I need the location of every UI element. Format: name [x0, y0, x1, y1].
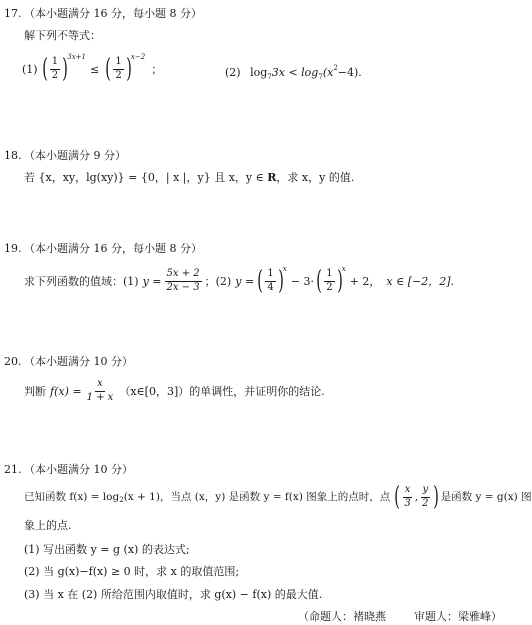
q17-header: （本小题满分 16 分，每小题 8 分）	[24, 7, 202, 20]
q17-p1-relation: ≤	[90, 62, 100, 76]
q17-p1-label: (1)	[22, 62, 38, 76]
q20-fraction: $\frac{x}{1 + x}$	[86, 378, 114, 403]
q19-f1-fraction: $\frac{5x + 2}{2x - 3}$	[166, 268, 200, 293]
q18-number: 18.	[4, 149, 22, 162]
q19-number: 19.	[4, 242, 22, 255]
q18-header: （本小题满分 9 分）	[24, 149, 126, 162]
q21-sub3: (3) 当 x 在 (2) 所给范围内取值时，求 g(x) − f(x) 的最大值.	[24, 588, 323, 601]
q20-header: （本小题满分 10 分）	[24, 355, 133, 368]
q21-sub2: (2) 当 g(x)−f(x) ≥ 0 时，求 x 的取值范围;	[24, 565, 240, 578]
q21-line2: 象上的点.	[24, 519, 72, 532]
q20-number: 20.	[4, 355, 22, 368]
q17-p1-fraction: $\frac{1}{2}$	[51, 56, 59, 81]
q17-instruction: 解下列不等式：	[24, 29, 101, 42]
footer-author: （命题人：褚晓燕	[298, 610, 386, 623]
q19-header: （本小题满分 16 分，每小题 8 分）	[24, 242, 202, 255]
q19-body: 求下列函数的值域：(1) y = $\frac{5x + 2}{2x - 3}$ ；(2) y = ( $\frac{1}{4}$ ) x − 3· ( $\frac{1}{2}$ ) x + 2， x ∈ [−2，2].	[24, 264, 455, 296]
q17-number: 17.	[4, 7, 22, 20]
q17-p1-exp-right: x−2	[130, 52, 146, 61]
q21-line1: 已知函数 f(x) = log 2 (x + 1)，当点 (x，y) 是函数 y = f(x) 图象上的点时，点 ( $\frac{x}{3}$ , $\frac{y}{2}$ ) 是函数 y = g(x) 图	[24, 482, 532, 512]
q21-point-y: $\frac{y}{2}$	[422, 484, 429, 509]
q21-number: 21.	[4, 463, 22, 476]
q21-sub1: (1) 写出函数 y = g (x) 的表达式;	[24, 543, 190, 556]
q17-part2: (2) $\log_73x < \log_7(x^2-4)$.	[225, 64, 362, 81]
q20-body: 判断 f(x) = $\frac{x}{1 + x}$ （x∈[0，3]）的单调性，并证明你的结论.	[24, 378, 325, 403]
q17-part1: (1) ( $\frac{1}{2}$ ) 3x+1 ≤ ( $\frac{1}{2}$ ) x−2 ；	[22, 52, 163, 84]
footer-reviewer: 审题人：梁雅峰）	[414, 610, 502, 623]
q19-lead: 求下列函数的值域：(1)	[24, 274, 139, 288]
q21-header: （本小题满分 10 分）	[24, 463, 133, 476]
q19-f2-fraction1: $\frac{1}{4}$	[267, 268, 274, 293]
q21-point-x: $\frac{x}{3}$	[404, 484, 411, 509]
q18-body: 若 {x，xy，lg(xy)} = {0，| x |，y} 且 x，y ∈ R，求 x，y 的值.	[24, 171, 355, 184]
q19-f2-fraction2: $\frac{1}{2}$	[326, 268, 333, 293]
q17-p1-exp-left: 3x+1	[67, 52, 87, 61]
q17-p2-label: (2)	[225, 66, 241, 79]
